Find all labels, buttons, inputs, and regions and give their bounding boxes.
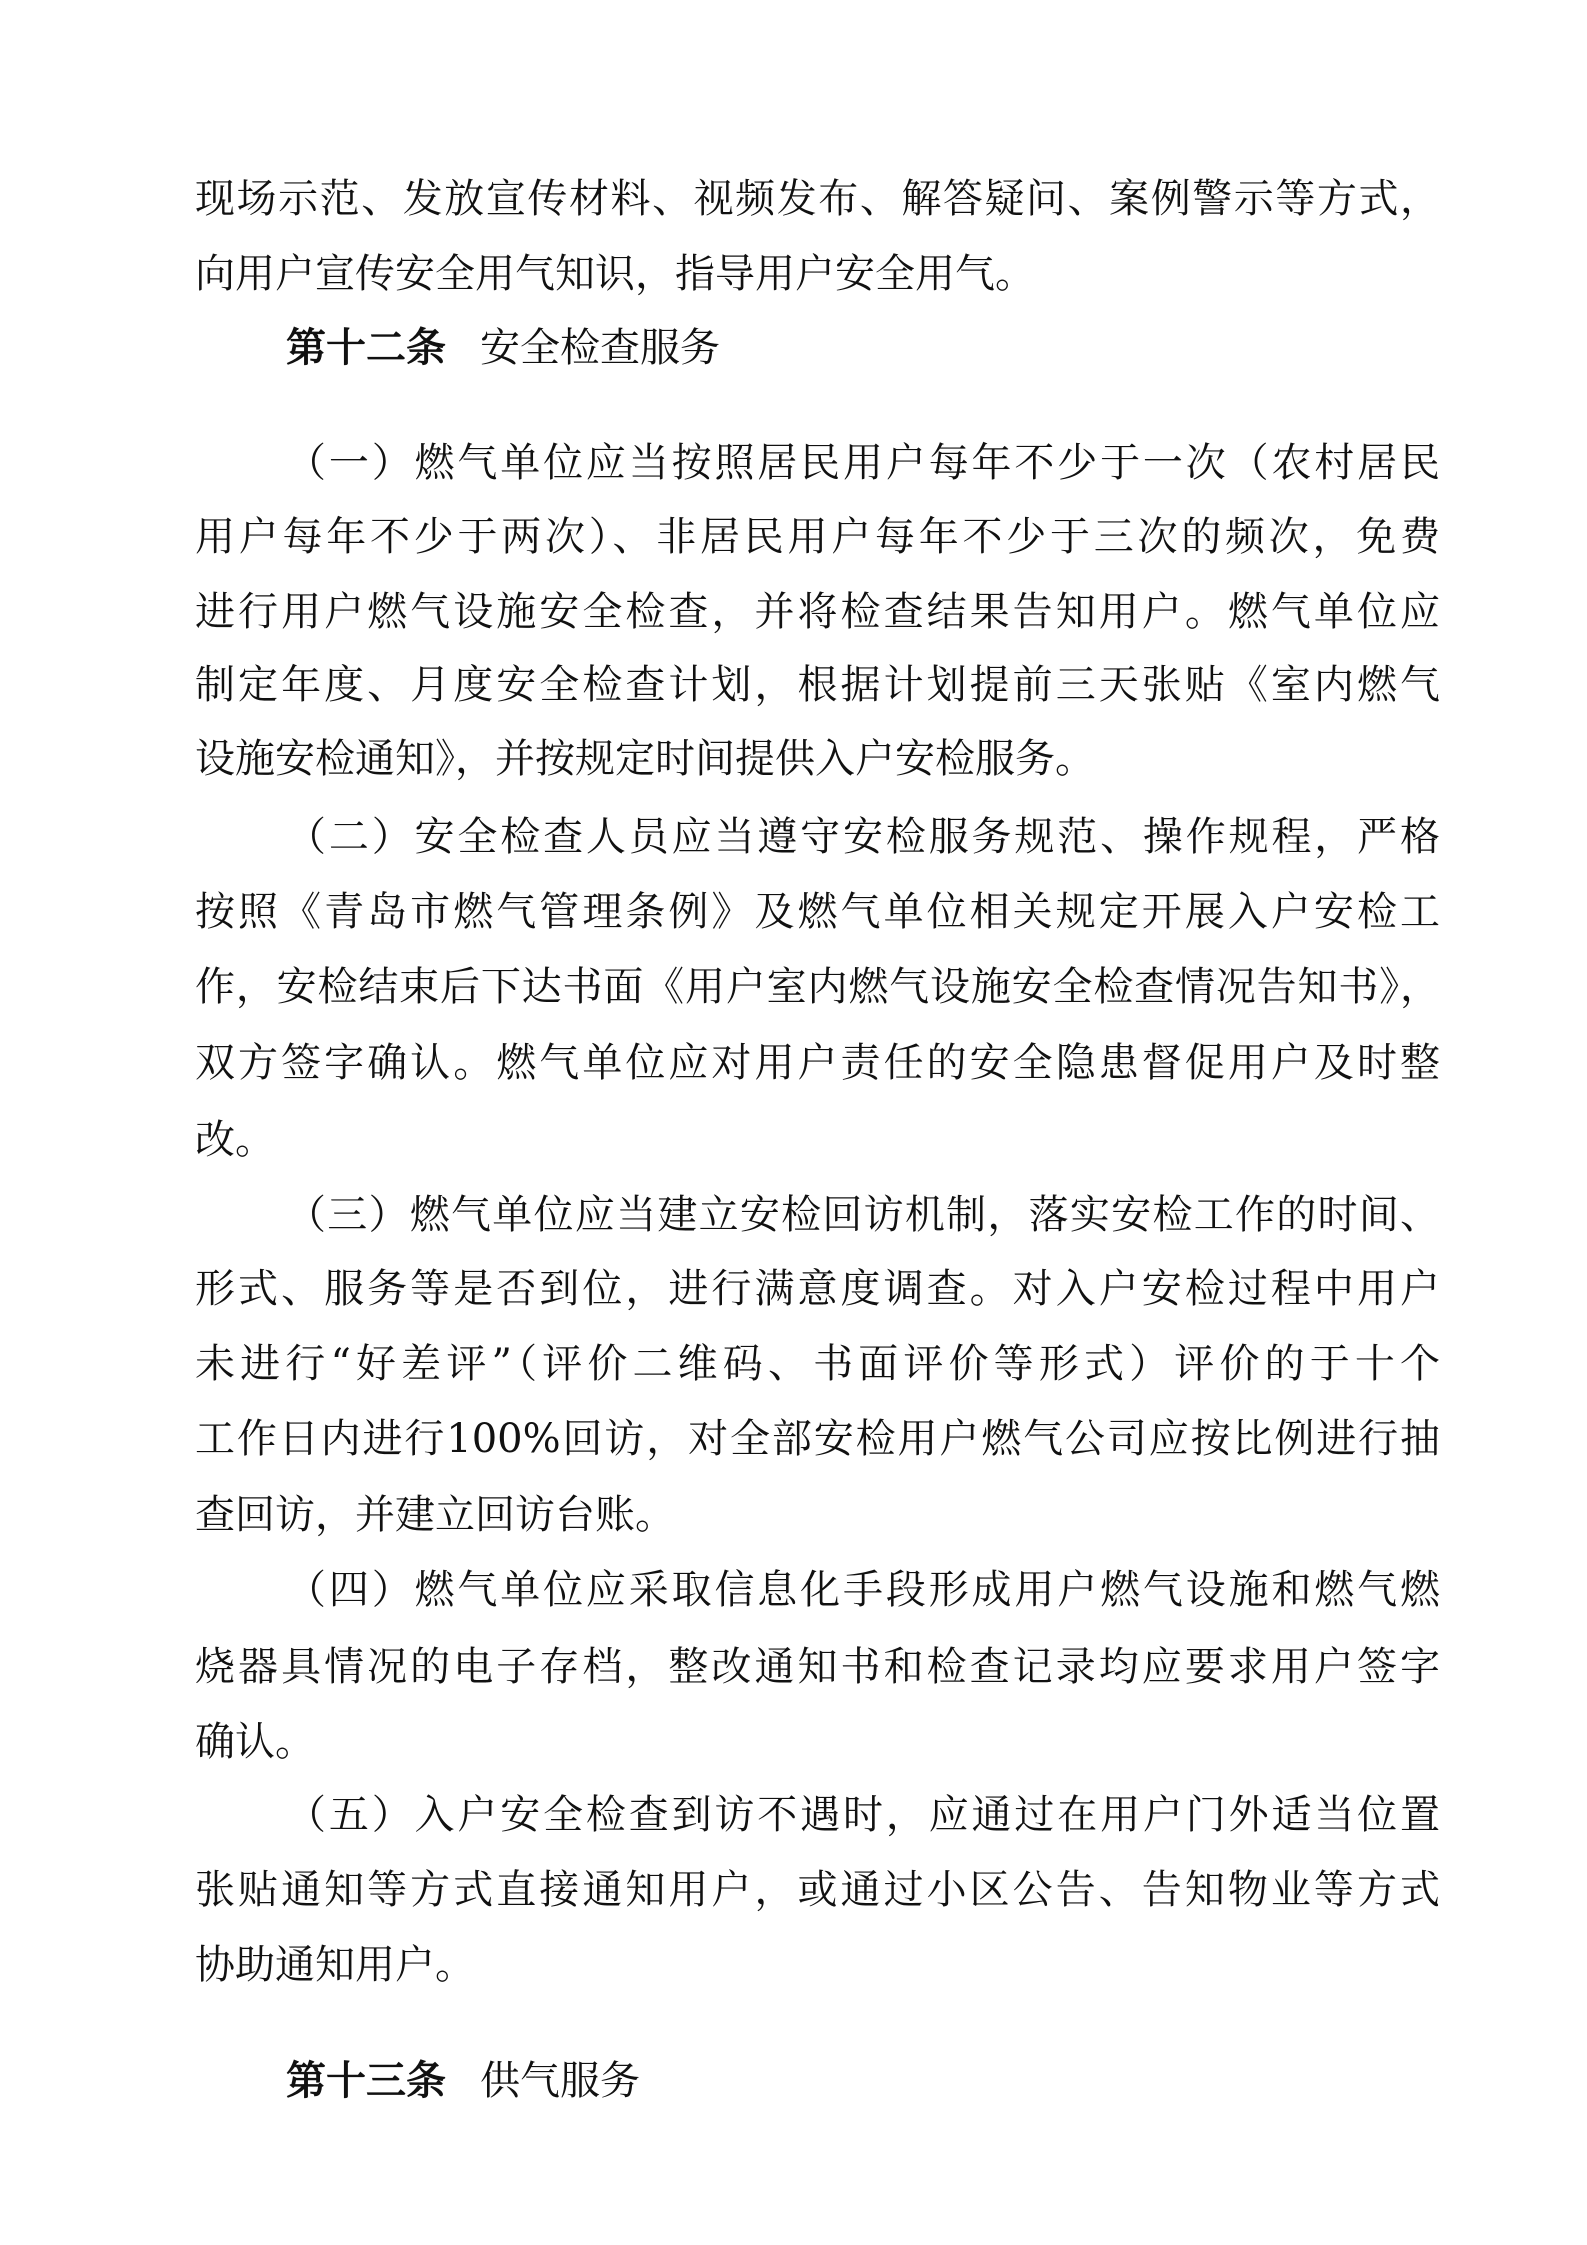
clause-1-line: 制定年度、月度安全检查计划，根据计划提前三天张贴《室内燃气 xyxy=(195,662,1440,708)
article-title: 供气服务 xyxy=(480,2058,640,2104)
clause-2-line: 作，安检结束后下达书面《用户室内燃气设施安全检查情况告知书》， xyxy=(195,964,1440,1010)
clause-4-line: （四）燃气单位应采取信息化手段形成用户燃气设施和燃气燃 xyxy=(286,1567,1440,1613)
clause-2-line: 双方签字确认。燃气单位应对用户责任的安全隐患督促用户及时整 xyxy=(195,1040,1440,1086)
clause-5-line: （五）入户安全检查到访不遇时，应通过在用户门外适当位置 xyxy=(286,1792,1440,1838)
paragraph-line: 向用户宣传安全用气知识，指导用户安全用气。 xyxy=(195,251,1035,297)
clause-1-line: （一）燃气单位应当按照居民用户每年不少于一次（农村居民 xyxy=(286,440,1440,486)
article-13-heading xyxy=(286,2057,640,2105)
paragraph-line: 现场示范、发放宣传材料、视频发布、解答疑问、案例警示等方式， xyxy=(195,176,1440,222)
clause-3-line: 未进行“好差评”（评价二维码、书面评价等形式）评价的于十个 xyxy=(195,1341,1440,1387)
clause-5-line: 协助通知用户。 xyxy=(195,1942,475,1988)
clause-3-line: 查回访，并建立回访台账。 xyxy=(195,1492,675,1538)
article-number: 第十二条 xyxy=(286,325,446,371)
clause-1-line: 设施安检通知》，并按规定时间提供入户安检服务。 xyxy=(195,736,1095,782)
clause-2-line: 改。 xyxy=(195,1117,275,1163)
article-12-heading xyxy=(286,324,720,372)
clause-4-line: 确认。 xyxy=(195,1719,315,1765)
clause-2-line: （二）安全检查人员应当遵守安检服务规范、操作规程，严格 xyxy=(286,814,1440,860)
clause-2-line: 按照《青岛市燃气管理条例》及燃气单位相关规定开展入户安检工 xyxy=(195,889,1440,935)
clause-3-line: （三）燃气单位应当建立安检回访机制，落实安检工作的时间、 xyxy=(286,1192,1440,1238)
clause-1-line: 进行用户燃气设施安全检查，并将检查结果告知用户。燃气单位应 xyxy=(195,589,1440,635)
clause-1-line: 用户每年不少于两次）、非居民用户每年不少于三次的频次，免费 xyxy=(195,514,1440,560)
article-number: 第十三条 xyxy=(286,2058,446,2104)
clause-3-line: 形式、服务等是否到位，进行满意度调查。对入户安检过程中用户 xyxy=(195,1266,1440,1312)
clause-3-line: 工作日内进行100%回访，对全部安检用户燃气公司应按比例进行抽 xyxy=(195,1416,1440,1462)
article-title: 安全检查服务 xyxy=(480,325,720,371)
clause-5-line: 张贴通知等方式直接通知用户，或通过小区公告、告知物业等方式 xyxy=(195,1867,1440,1913)
clause-4-line: 烧器具情况的电子存档，整改通知书和检查记录均应要求用户签字 xyxy=(195,1644,1440,1690)
